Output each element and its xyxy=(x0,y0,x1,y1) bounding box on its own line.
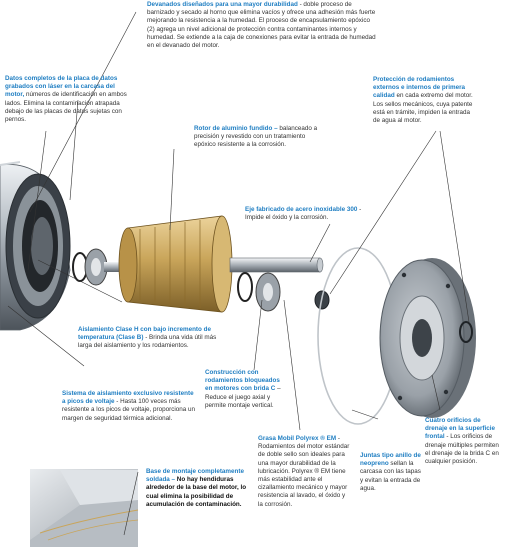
base-inset-photo xyxy=(30,469,138,547)
callout-grease-text: - Rodamientos del motor estándar de doble sello son ideales para una mayor durabilidad de la lubricación. Polyrex ® EM tiene más estabilidad ante el cizallamiento mecánico y mayor resistencia al lavado, el óxido y la corrosión. xyxy=(258,435,350,508)
rotor xyxy=(104,216,323,312)
callout-bearing-protection xyxy=(373,76,473,125)
callout-rotor-text: balanceado a precisión y revestido con un tratamiento epóxico resistente a la corrosión. xyxy=(194,125,318,149)
callout-shaft-title: Eje fabricado de acero inoxidable 300 xyxy=(245,206,358,213)
callout-insulation xyxy=(78,326,218,351)
callout-construction-text: – Reduce el juego axial y permite montaje vertical. xyxy=(205,385,281,409)
callout-nameplate xyxy=(5,75,127,124)
callout-shaft xyxy=(245,206,369,222)
callout-gaskets-title: Juntas tipo anillo de neopreno xyxy=(360,452,421,468)
right-bearing xyxy=(238,273,280,311)
callout-insulation-title: Aislamiento Clase H con bajo incremento de temperatura (Clase B) xyxy=(78,326,211,342)
callout-bearing-protection-text: en cada extremo del motor. Los sellos mecánicos, cuya patente está en trámite, impiden la entrada de agua al motor. xyxy=(373,92,473,125)
callout-gaskets xyxy=(360,452,422,493)
callout-drains-text: - Los orificios de drenaje múltiples permiten el drenaje de la brida C en cualquier posición. xyxy=(425,433,499,466)
callout-construction-title: Construcción con rodamientos bloqueados en motores con brida C xyxy=(205,369,280,393)
callout-rotor-title: Rotor de aluminio fundido – xyxy=(194,125,278,132)
callout-voltage-text: - Hasta 100 veces más resistente a los picos de voltaje, proporciona un margen de seguridad térmica adicional. xyxy=(62,398,196,422)
callout-base xyxy=(146,468,254,509)
callout-voltage xyxy=(62,390,196,423)
callout-windings-text: - doble proceso de barnizado y secado al horno que elimina vacíos y ofrece una adhesión más fuerte mejorando la resistencia a la humedad. El proceso de encapsulamiento epóxico (2) agrega un nivel adicional de protección contra contaminantes internos y humedad. Se extiende a la caja de conexiones para evitar la entrada de humedad en el devanado del motor. xyxy=(147,1,376,50)
callout-gaskets-text: sellan la carcasa con las tapas y evitan la entrada de agua. xyxy=(360,460,421,492)
left-bearing xyxy=(73,249,107,285)
callout-base-text: No hay hendiduras alrededor de la base del motor, lo cual elimina la posibilidad de acumulación de contaminación. xyxy=(146,476,247,508)
callout-insulation-text: - Brinda una vida útil más larga del aislamiento y los rodamientos. xyxy=(78,334,217,350)
callout-nameplate-title: Datos completos de la placa de datos grabados con láser en la carcasa del motor, xyxy=(5,75,118,99)
callout-drains xyxy=(425,417,504,466)
callout-construction xyxy=(205,369,285,410)
callout-windings-title: Devanados diseñados para una mayor durabilidad xyxy=(147,1,298,8)
motor-housing xyxy=(0,162,70,330)
callout-base-title: Base de montaje completamente soldada – xyxy=(146,468,244,484)
callout-grease-title: Grasa Mobil Polyrex ® EM xyxy=(258,435,337,442)
callout-voltage-title: Sistema de aislamiento exclusivo resistente a picos de voltaje xyxy=(62,390,194,406)
callout-shaft-text: - Impide el óxido y la corrosión. xyxy=(245,206,362,222)
callout-drains-title: Cuatro orificios de drenaje en la superficie frontal xyxy=(425,417,495,441)
callout-windings xyxy=(147,1,379,50)
callout-rotor xyxy=(194,125,320,150)
callout-bearing-protection-title: Protección de rodamientos externos e internos de primera calidad xyxy=(373,76,466,100)
callout-nameplate-text: números de identificación en ambos lados. Elimina la contaminación atrapada debajo de las placas de datos sujetas con pernos. xyxy=(5,91,127,124)
callout-grease xyxy=(258,435,350,509)
